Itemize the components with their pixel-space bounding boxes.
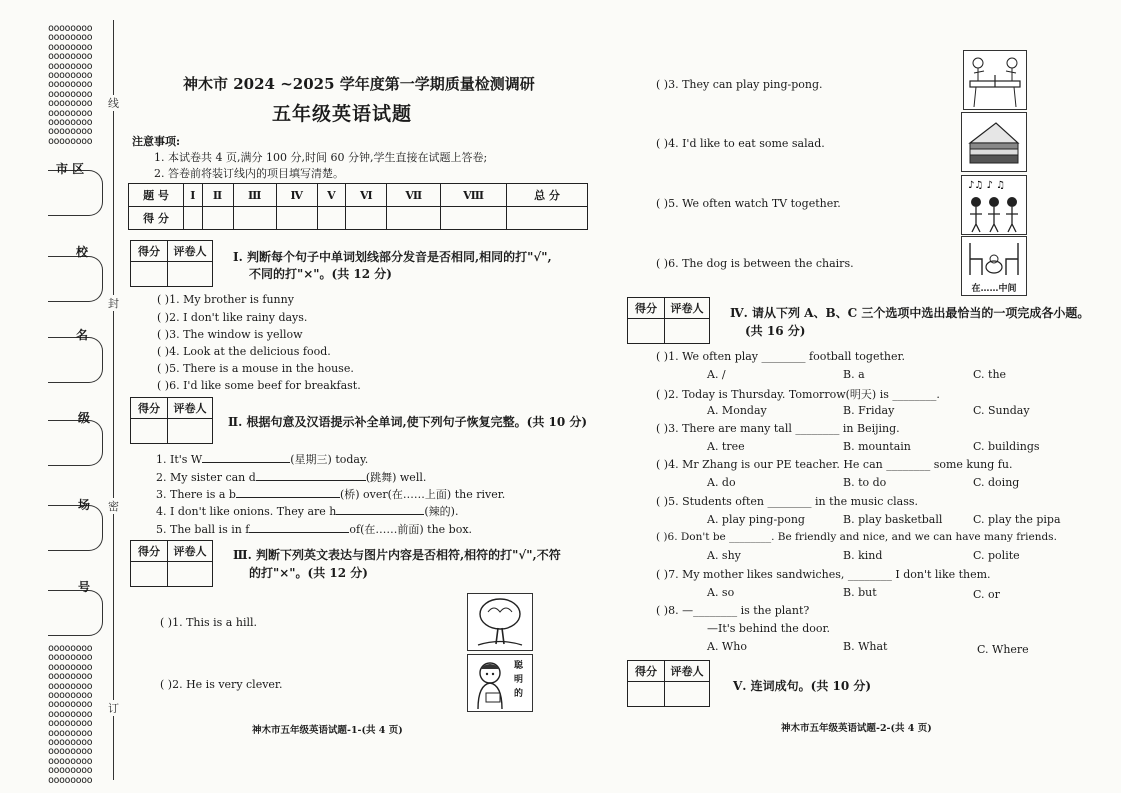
score-cell[interactable] <box>441 207 507 230</box>
score-cell[interactable] <box>202 207 233 230</box>
choice-option[interactable]: C. polite <box>973 549 1020 562</box>
grader-label: 评卷人 <box>168 398 213 419</box>
grader-cell[interactable] <box>168 419 213 444</box>
info-label: 校 <box>76 245 89 259</box>
info-field-room[interactable] <box>48 505 103 551</box>
choice-option[interactable]: A. shy <box>707 549 741 562</box>
score-table-header: Ⅴ <box>317 184 346 207</box>
grader-box <box>627 297 710 344</box>
info-label: 级 <box>78 411 91 425</box>
question-item[interactable]: ( )4. I'd like to eat some salad. <box>656 137 825 150</box>
question-item[interactable]: ( )2. I don't like rainy days. <box>157 311 308 324</box>
choice-option[interactable]: A. do <box>707 476 736 489</box>
tree-picture <box>467 593 533 651</box>
score-table-header: Ⅲ <box>233 184 276 207</box>
question-item[interactable]: ( )1. My brother is funny <box>157 293 294 306</box>
grader-label: 得分 <box>131 241 168 262</box>
choice-option[interactable]: B. play basketball <box>843 513 943 526</box>
score-cell[interactable] <box>387 207 441 230</box>
binding-mark: 订 <box>108 702 119 715</box>
section-5-title: Ⅴ. 连词成句。(共 10 分) <box>733 679 872 693</box>
choice-question[interactable]: ( )7. My mother likes sandwiches, ________ I don't like them. <box>656 568 991 581</box>
binding-mark: 线 <box>108 97 119 110</box>
page-2-footer: 神木市五年级英语试题-2-(共 4 页) <box>781 723 932 734</box>
choice-option[interactable]: C. Sunday <box>973 404 1030 417</box>
grader-box <box>130 240 213 287</box>
choice-option[interactable]: C. or <box>973 588 1000 601</box>
fill-item[interactable]: 4. I don't like onions. They are h (辣的). <box>156 505 459 518</box>
info-field-class[interactable] <box>48 420 103 466</box>
grader-box <box>627 660 710 707</box>
binding-circles-top: oooooooo oooooooo oooooooo oooooooo oooooooo oooooooo oooooooo oooooooo oooooooo oooooooo oooooooo oooooooo oooooooo <box>48 23 93 147</box>
choice-question[interactable]: ( )8. —________ is the plant? <box>656 604 810 617</box>
score-cell[interactable] <box>507 207 588 230</box>
score-table-header: I <box>184 184 203 207</box>
section-1-title: Ⅰ. 判断每个句子中单词划线部分发音是否相同,相同的打"√", <box>233 250 552 264</box>
question-item[interactable]: ( )5. There is a mouse in the house. <box>157 362 354 375</box>
choice-question-line2: —It's behind the door. <box>707 622 831 635</box>
grader-cell[interactable] <box>131 419 168 444</box>
clever-boy-picture <box>467 654 533 712</box>
fill-item[interactable]: 3. There is a b (桥) over(在……上面) the river. <box>156 488 506 501</box>
grader-cell[interactable] <box>168 262 213 287</box>
score-table-header: 题 号 <box>129 184 184 207</box>
grader-cell[interactable] <box>131 562 168 587</box>
choice-option[interactable]: A. tree <box>707 440 745 453</box>
choice-option[interactable]: B. What <box>843 640 888 653</box>
choice-option[interactable]: C. play the pipa <box>973 513 1061 526</box>
binding-circles-bottom: oooooooo oooooooo oooooooo oooooooo oooooooo oooooooo oooooooo oooooooo oooooooo oooooooo oooooooo oooooooo oooooooo oooooooo oooooooo <box>48 643 93 786</box>
score-table-header: 得 分 <box>129 207 184 230</box>
info-field-name[interactable] <box>48 337 103 383</box>
choice-option[interactable]: B. but <box>843 586 877 599</box>
exam-title: 神木市 2024 ~2025 学年度第一学期质量检测调研 <box>183 75 535 93</box>
binding-line <box>113 20 114 780</box>
choice-question[interactable]: ( )5. Students often ________ in the music class. <box>656 495 918 508</box>
question-item[interactable]: ( )3. They can play ping-pong. <box>656 78 823 91</box>
choice-option[interactable]: A. Who <box>707 640 747 653</box>
exam-subtitle: 五年级英语试题 <box>272 103 413 125</box>
choice-option[interactable]: C. buildings <box>973 440 1040 453</box>
question-item[interactable]: ( )6. I'd like some beef for breakfast. <box>157 379 361 392</box>
choice-option[interactable]: B. a <box>843 368 865 381</box>
score-cell[interactable] <box>346 207 387 230</box>
choice-option[interactable]: A. so <box>707 586 735 599</box>
score-cell[interactable] <box>184 207 203 230</box>
info-field-number[interactable] <box>48 590 103 636</box>
grader-label: 评卷人 <box>168 241 213 262</box>
info-field-school[interactable] <box>48 256 103 302</box>
score-table-header: 总 分 <box>507 184 588 207</box>
grader-cell[interactable] <box>665 682 710 707</box>
choice-question[interactable]: ( )3. There are many tall ________ in Beijing. <box>656 422 900 435</box>
dog-between-chairs-picture <box>961 236 1027 296</box>
note-line: 1. 本试卷共 4 页,满分 100 分,时间 60 分钟,学生直接在试题上答卷; <box>154 151 488 164</box>
note-line: 2. 答卷前将装订线内的项目填写清楚。 <box>154 167 344 180</box>
score-table <box>128 183 588 230</box>
info-label: 名 <box>76 328 89 342</box>
choice-question[interactable]: ( )1. We often play ________ football together. <box>656 350 906 363</box>
page-1-footer: 神木市五年级英语试题-1-(共 4 页) <box>252 725 403 736</box>
grader-cell[interactable] <box>628 319 665 344</box>
fill-item[interactable]: 5. The ball is in f of(在……前面) the box. <box>156 523 473 536</box>
score-table-header: Ⅱ <box>202 184 233 207</box>
choice-option[interactable]: C. the <box>973 368 1007 381</box>
choice-option[interactable]: C. doing <box>973 476 1020 489</box>
grader-label: 得分 <box>628 661 665 682</box>
binding-mark: 封 <box>108 297 119 310</box>
score-cell[interactable] <box>317 207 346 230</box>
score-table-header: Ⅳ <box>276 184 317 207</box>
section-3-title: 的打"×"。(共 12 分) <box>249 566 368 580</box>
question-item[interactable]: ( )4. Look at the delicious food. <box>157 345 331 358</box>
choice-option[interactable]: B. kind <box>843 549 883 562</box>
grader-cell[interactable] <box>628 682 665 707</box>
question-item[interactable]: ( )1. This is a hill. <box>160 616 258 629</box>
watching-tv-picture <box>961 175 1027 235</box>
info-label: 市 区 <box>56 162 85 176</box>
score-cell[interactable] <box>276 207 317 230</box>
info-label: 场 <box>78 498 91 512</box>
info-label: 号 <box>78 580 91 594</box>
choice-question[interactable]: ( )2. Today is Thursday. Tomorrow(明天) is ________. <box>656 388 940 401</box>
picture-caption: 聪明的 <box>514 661 524 699</box>
question-item[interactable]: ( )5. We often watch TV together. <box>656 197 841 210</box>
grader-label: 评卷人 <box>168 541 213 562</box>
grader-cell[interactable] <box>168 562 213 587</box>
question-item[interactable]: ( )2. He is very clever. <box>160 678 283 691</box>
notes-heading: 注意事项: <box>132 135 181 148</box>
choice-option[interactable]: A. / <box>707 368 726 381</box>
choice-question[interactable]: ( )4. Mr Zhang is our PE teacher. He can ________ some kung fu. <box>656 458 1013 471</box>
section-1-title: 不同的打"×"。(共 12 分) <box>249 267 392 281</box>
grader-label: 评卷人 <box>665 661 710 682</box>
grader-label: 得分 <box>628 298 665 319</box>
fill-item[interactable]: 2. My sister can d (跳舞) well. <box>156 471 427 484</box>
svg-text:♪♫ ♪ ♫: ♪♫ ♪ ♫ <box>968 180 1006 191</box>
choice-option[interactable]: B. mountain <box>843 440 911 453</box>
choice-option[interactable]: B. Friday <box>843 404 895 417</box>
score-table-header: Ⅷ <box>441 184 507 207</box>
grader-box <box>130 540 213 587</box>
grader-label: 评卷人 <box>665 298 710 319</box>
score-table-header: Ⅶ <box>387 184 441 207</box>
choice-option[interactable]: A. Monday <box>707 404 767 417</box>
question-item[interactable]: ( )6. The dog is between the chairs. <box>656 257 854 270</box>
section-4-title: (共 16 分) <box>745 324 806 338</box>
ping-pong-picture <box>963 50 1027 110</box>
choice-option[interactable]: C. Where <box>977 643 1029 656</box>
choice-option[interactable]: B. to do <box>843 476 887 489</box>
binding-mark: 密 <box>108 500 119 513</box>
score-cell[interactable] <box>233 207 276 230</box>
section-2-title: Ⅱ. 根据句意及汉语提示补全单词,使下列句子恢复完整。(共 10 分) <box>228 415 588 429</box>
grader-cell[interactable] <box>131 262 168 287</box>
sandwich-picture <box>961 112 1027 172</box>
choice-question[interactable]: ( )6. Don't be ________. Be friendly and nice, and we can have many friends. <box>656 531 1057 543</box>
question-item[interactable]: ( )3. The window is yellow <box>157 328 303 341</box>
grader-label: 得分 <box>131 398 168 419</box>
score-table-header: Ⅵ <box>346 184 387 207</box>
choice-option[interactable]: A. play ping-pong <box>707 513 805 526</box>
section-4-title: Ⅳ. 请从下列 A、B、C 三个选项中选出最恰当的一项完成各小题。 <box>730 306 1090 320</box>
picture-caption: 在……中间 <box>971 284 1017 294</box>
section-3-title: Ⅲ. 判断下列英文表达与图片内容是否相符,相符的打"√",不符 <box>233 548 561 562</box>
fill-item[interactable]: 1. It's W (星期三) today. <box>156 453 369 466</box>
grader-box <box>130 397 213 444</box>
grader-cell[interactable] <box>665 319 710 344</box>
grader-label: 得分 <box>131 541 168 562</box>
